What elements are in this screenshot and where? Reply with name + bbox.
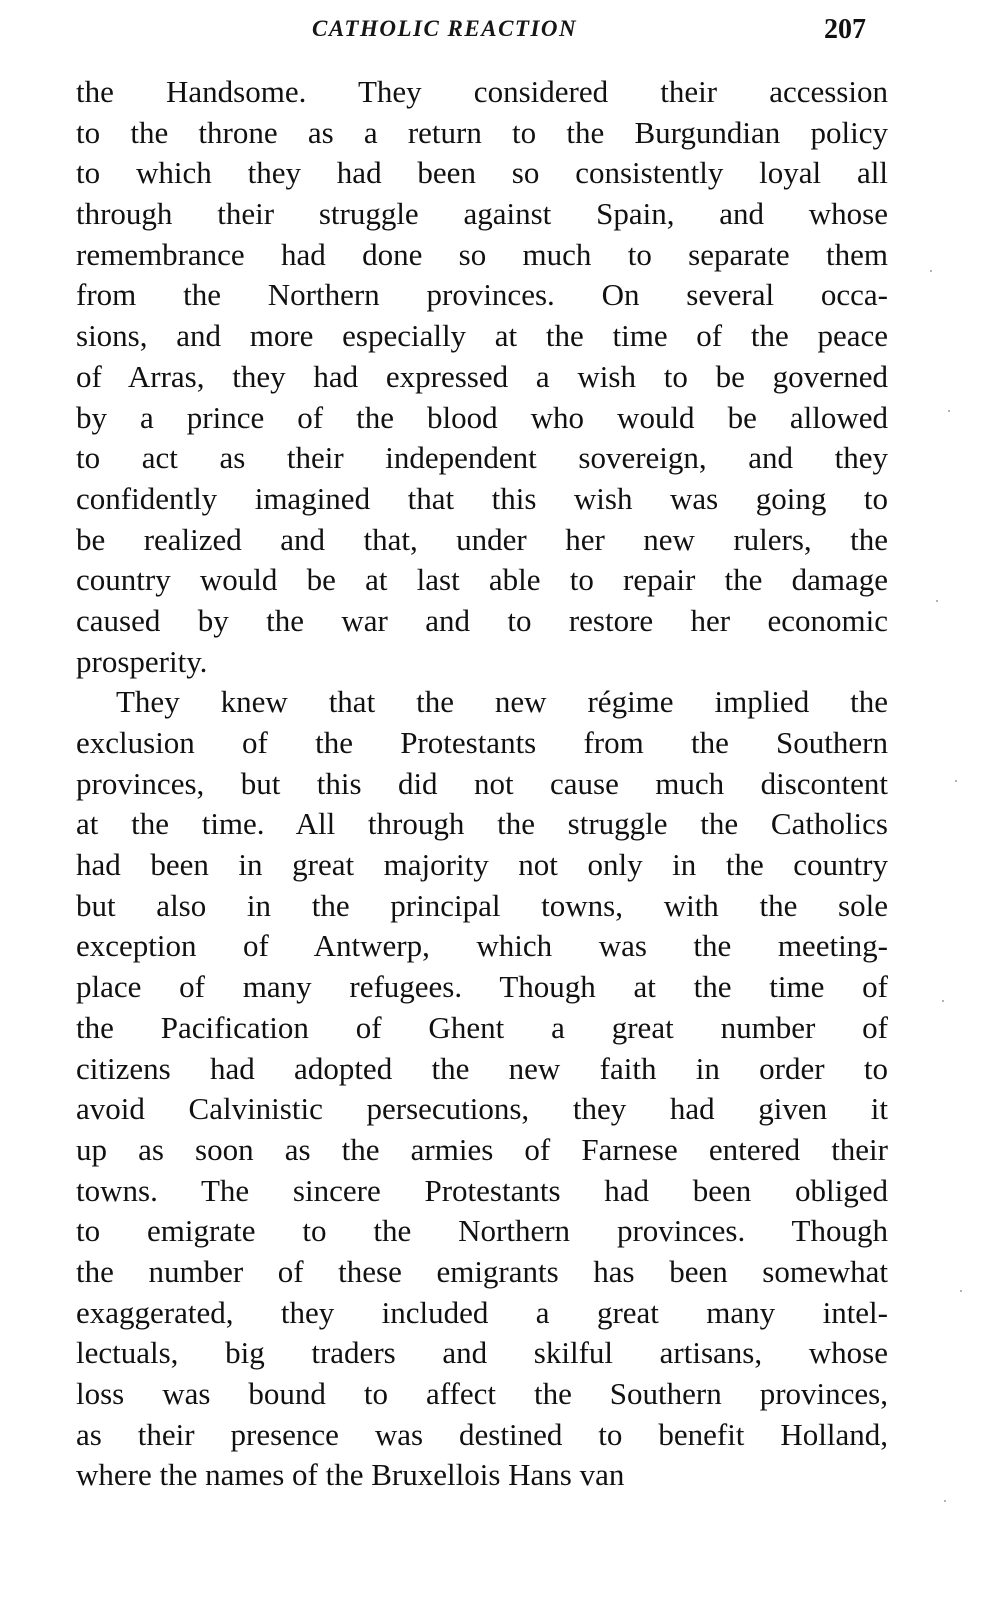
text-line: to the throne as a return to the Burgundian policy	[76, 114, 888, 150]
text-line: through their struggle against Spain, and whose	[76, 196, 888, 232]
text-line: up as soon as the armies of Farnese entered their	[76, 1131, 888, 1167]
text-line: caused by the war and to restore her economic	[76, 602, 888, 638]
text-line: sions, and more especially at the time of the peace	[76, 318, 888, 354]
text-line: exception of Antwerp, which was the meeting-	[76, 928, 888, 964]
text-line: by a prince of the blood who would be allowed	[76, 399, 888, 435]
page-number: 207	[824, 14, 866, 45]
text-line: had been in great majority not only in the country	[76, 847, 888, 883]
text-line: at the time. All through the struggle the Catholics	[76, 806, 888, 842]
text-line: provinces, but this did not cause much discontent	[76, 765, 888, 801]
text-line: country would be at last able to repair the damage	[76, 562, 888, 598]
text-line: lectuals, big traders and skilful artisans, whose	[76, 1335, 888, 1371]
scan-speck	[955, 780, 957, 782]
paragraph	[76, 682, 888, 1496]
text-line: to act as their independent sovereign, and they	[76, 440, 888, 476]
text-line: the number of these emigrants has been somewhat	[76, 1253, 888, 1289]
running-head	[0, 10, 1003, 50]
paragraph	[76, 72, 888, 682]
text-line: the Pacification of Ghent a great number of	[76, 1009, 888, 1045]
text-line: to emigrate to the Northern provinces. Though	[76, 1213, 888, 1249]
text-line: exaggerated, they included a great many intel-	[76, 1294, 888, 1330]
body-text	[76, 72, 888, 1496]
text-line: loss was bound to affect the Southern provinces,	[76, 1376, 888, 1411]
text-line: remembrance had done so much to separate them	[76, 236, 888, 272]
scan-speck	[942, 1000, 944, 1002]
text-line: the Handsome. They considered their accession	[76, 74, 888, 109]
text-line: confidently imagined that this wish was going to	[76, 480, 888, 516]
text-line: avoid Calvinistic persecutions, they had given it	[76, 1091, 888, 1127]
text-line: exclusion of the Protestants from the Southern	[76, 725, 888, 760]
scan-speck	[936, 600, 938, 602]
text-line: towns. The sincere Protestants had been obliged	[76, 1172, 888, 1208]
text-line: citizens had adopted the new faith in order to	[76, 1050, 888, 1086]
scan-speck	[960, 1290, 962, 1292]
text-line: of Arras, they had expressed a wish to be governed	[76, 358, 888, 394]
text-line: to which they had been so consistently loyal all	[76, 155, 888, 191]
text-line: prosperity.	[76, 643, 208, 679]
text-line: but also in the principal towns, with the sole	[76, 887, 888, 923]
text-line: They knew that the new régime implied the	[116, 684, 888, 720]
text-line: from the Northern provinces. On several occa-	[76, 277, 888, 313]
text-line: place of many refugees. Though at the time of	[76, 969, 888, 1005]
text-line: be realized and that, under her new rulers, the	[76, 521, 888, 557]
running-title: CATHOLIC REACTION	[312, 16, 578, 41]
scan-speck	[930, 270, 932, 272]
text-line: as their presence was destined to benefit Holland,	[76, 1416, 888, 1452]
scan-speck	[948, 410, 950, 412]
scan-speck	[944, 1500, 946, 1502]
text-line: where the names of the Bruxellois Hans van	[76, 1457, 625, 1493]
